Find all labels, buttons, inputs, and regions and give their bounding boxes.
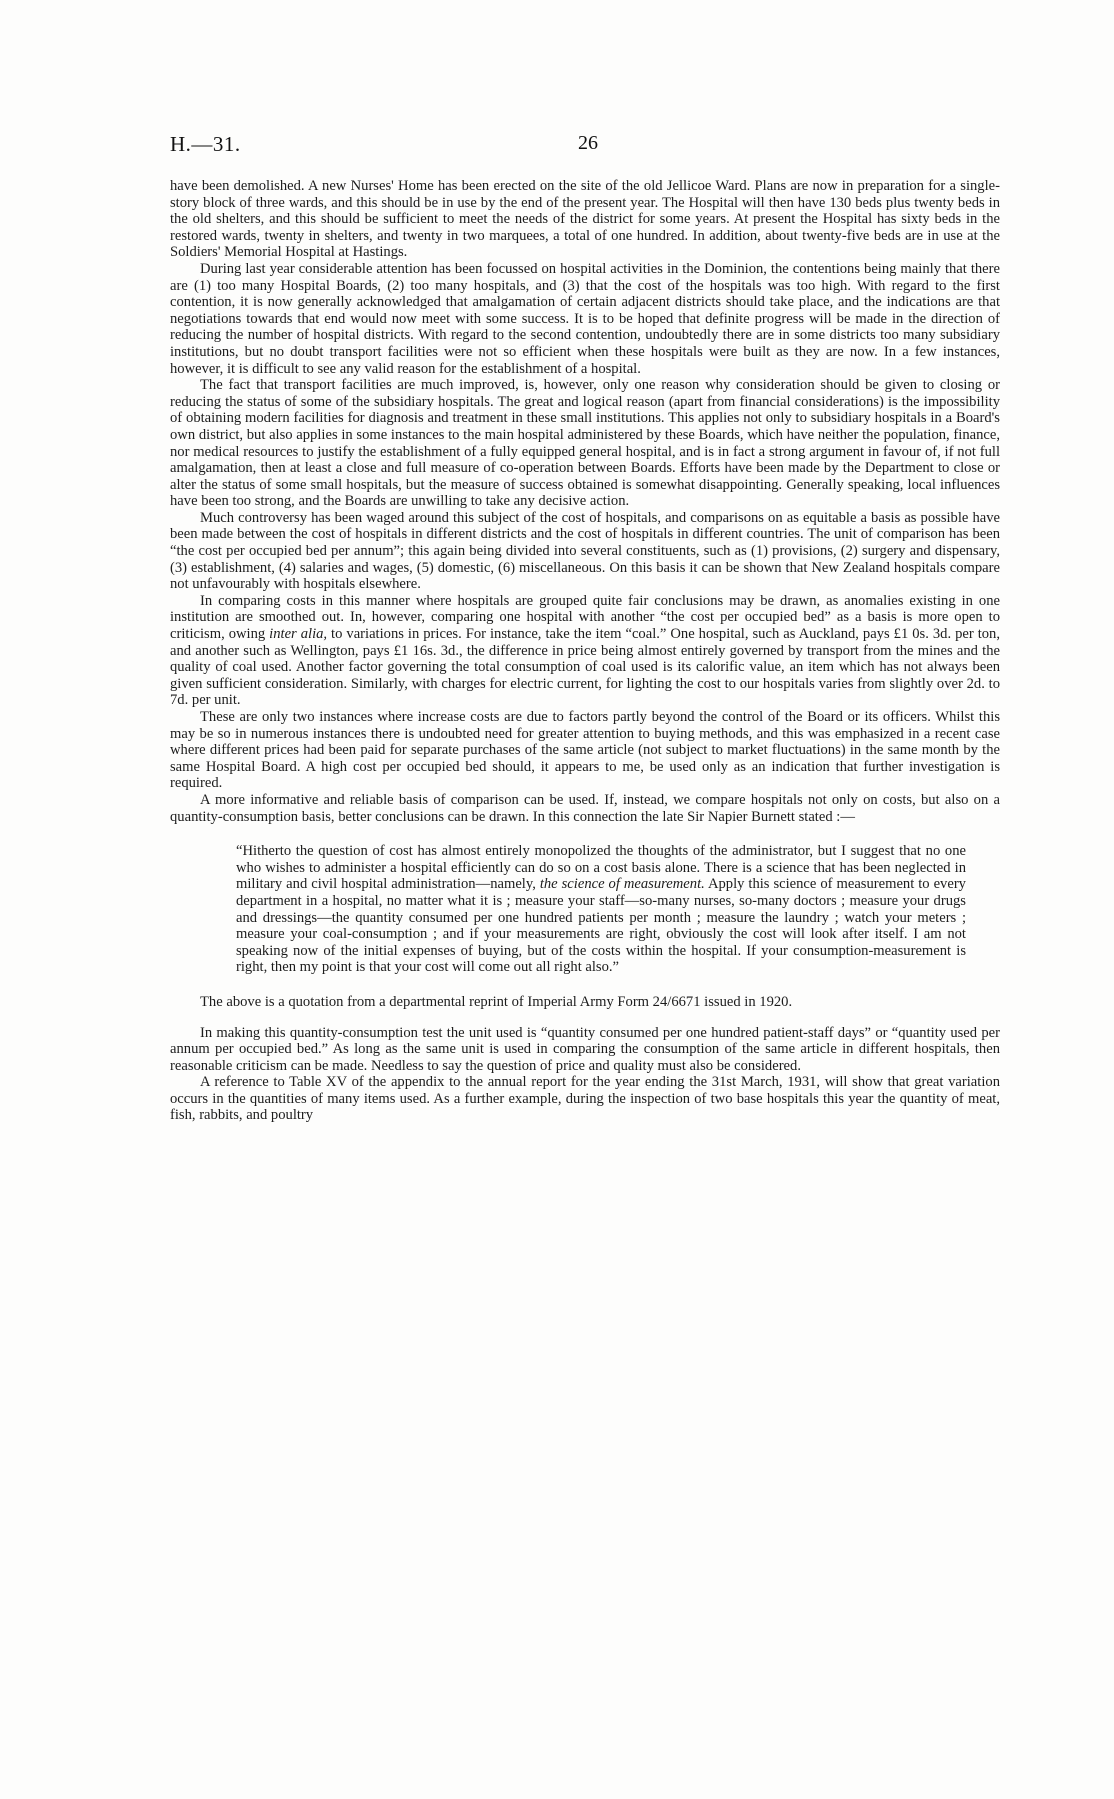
text-run: In comparing costs in this manner where hospitals are grouped quite fair conclusions may be drawn, as anomalies existing in one institution are smoothed out. In, however, comparing one hospital with another “the cost per occupied bed” as a basis is more open to criticism, owing <box>170 592 1000 643</box>
body-text <box>170 178 1000 1124</box>
paragraph: During last year considerable attention has been focussed on hospital activities in the Dominion, the contentions being mainly that there are (1) too many Hospital Boards, (2) too many hospitals, and (3) that the cost of the hospitals was too high. With regard to the first contention, it is now generally acknowledged that amalgamation of certain adjacent districts should take place, and the indications are that negotiations towards that end would now meet with some success. It is to be hoped that definite progress will be made in the direction of reducing the number of hospital districts. With regard to the second contention, undoubtedly there are in some districts too many subsidiary institutions, but no doubt transport facilities were not so efficient when these hospitals were built as they are now. In a few instances, however, it is difficult to see any valid reason for the establishment of a hospital. <box>170 260 1000 377</box>
text-run: Apply this science of measurement to every department in a hospital, no matter what it is ; measure your staff—so-many nurses, so-many doctors ; measure your drugs and dressings—the quantity consumed per one hundred patients per month ; measure the laundry ; watch your meters ; measure your coal-consumption ; and if your measurements are right, obviously the cost will look after itself. I am not speaking now of the initial expenses of buying, but of the costs within the hospital. If your consumption-measurement is right, then my point is that your cost will come out all right also.” <box>236 876 966 976</box>
paragraph: have been demolished. A new Nurses' Home has been erected on the site of the old Jellicoe Ward. Plans are now in preparation for a single-story block of three wards, and this should be in use by the end of the present year. The Hospital will then have 130 beds plus twenty beds in the old shelters, and this should be sufficient to meet the needs of the district for some years. At present the Hospital has sixty beds in the restored wards, twenty in shelters, and twenty in two marquees, a total of one hundred. In addition, about twenty-five beds are in use at the Soldiers' Memorial Hospital at Hastings. <box>170 178 1000 261</box>
text-run: to variations in prices. For instance, take the item “coal.” One hospital, such as Auckland, pays £1 0s. 3d. per ton, and another such as Wellington, pays £1 16s. 3d., the difference in price being almost entirely governed by transport from the mines and the quality of coal used. Another factor governing the total consumption of coal used is its calorific value, an item which has not always been given sufficient consideration. Similarly, with charges for electric current, for lighting the cost to our hospitals varies from slightly over 2d. to 7d. per unit. <box>170 626 1000 709</box>
paragraph: A reference to Table XV of the appendix to the annual report for the year ending the 31st March, 1931, will show that great variation occurs in the quantities of many items used. As a further example, during the inspection of two base hospitals this year the quantity of meat, fish, rabbits, and poultry <box>170 1074 1000 1124</box>
italic-text: the science of measurement. <box>539 876 705 893</box>
paragraph: The above is a quotation from a departmental reprint of Imperial Army Form 24/6671 issued in 1920. <box>200 993 793 1010</box>
paragraph: In making this quantity-consumption test the unit used is “quantity consumed per one hundred patient-staff days” or “quantity used per annum per occupied bed.” As long as the same unit is used in comparing the consumption of the same article in different hospitals, then reasonable criticism can be made. Needless to say the question of price and quality must also be considered. <box>170 1024 1000 1074</box>
paragraph: These are only two instances where increase costs are due to factors partly beyond the control of the Board or its officers. Whilst this may be so in numerous instances there is undoubted need for greater attention to buying methods, and this was emphasized in a recent case where different prices had been paid for separate purchases of the same article (not subject to market fluctuations) in the same month by the same Hospital Board. A high cost per occupied bed should, it appears to me, be used only as an indication that further investigation is required. <box>170 709 1000 792</box>
page-reference: H.—31. <box>170 132 241 156</box>
text-run: “Hitherto the question of cost has almost entirely monopolized the thoughts of the administrator, but I suggest that no one who wishes to administer a hospital efficiently can do so on a cost basis alone. There is a science that has been neglected in military and civil hospital administration—namely, <box>236 843 966 893</box>
paragraph: Much controversy has been waged around this subject of the cost of hospitals, and comparisons on as equitable a basis as possible have been made between the cost of hospitals in different districts and the cost of hospitals in different countries. The unit of comparison has been “the cost per occupied bed per annum”; this again being divided into several constituents, such as (1) provisions, (2) surgery and dispensary, (3) establishment, (4) salaries and wages, (5) domestic, (6) miscellaneous. On this basis it can be shown that New Zealand hospitals compare not unfavourably with hospitals elsewhere. <box>170 509 1000 593</box>
page-number: 26 <box>578 132 598 154</box>
block-quote <box>236 843 966 976</box>
paragraph: A more informative and reliable basis of comparison can be used. If, instead, we compare hospitals not only on costs, but also on a quantity-consumption basis, better conclusions can be drawn. In this connection the late Sir Napier Burnett stated :— <box>170 791 1000 825</box>
paragraph <box>170 593 1000 709</box>
paragraph: The fact that transport facilities are much improved, is, however, only one reason why consideration should be given to closing or reducing the status of some of the subsidiary hospitals. The great and logical reason (apart from financial considerations) is the impossibility of obtaining modern facilities for diagnosis and treatment in these small institutions. This applies not only to subsidiary hospitals in a Board's own district, but also applies in some instances to the main hospital administered by these Boards, which have neither the population, finance, nor medical resources to justify the establishment of a fully equipped general hospital, and is in fact a strong argument in favour of, if not full amalgamation, then at least a close and full measure of co-operation between Boards. Efforts have been made by the Department to close or alter the status of some small hospitals, but the measure of success obtained is somewhat disappointing. Generally speaking, local influences have been too strong, and the Boards are unwilling to take any decisive action. <box>170 377 1000 510</box>
italic-text: inter alia, <box>269 626 328 643</box>
